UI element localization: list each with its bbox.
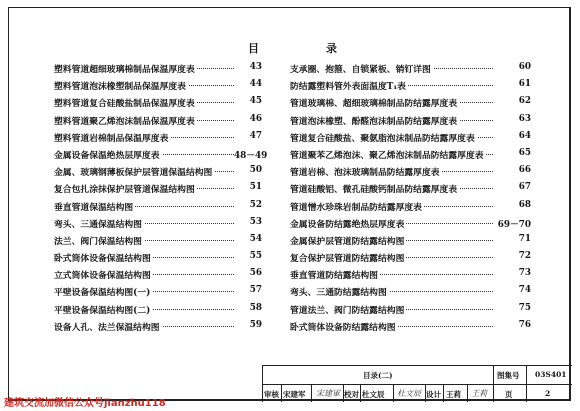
toc-entry [54, 266, 262, 283]
toc-entry-title: 复合包扎涂抹保护层管道保温结构图 [54, 182, 197, 195]
toc-entry [290, 283, 531, 300]
toc-entry-title: 金属设备防结露绝热层厚度表 [290, 217, 406, 230]
atlas-number: 03S401 [535, 370, 567, 379]
toc-entry-title: 立式筒体设备保温结构图 [54, 268, 153, 281]
page-label: 页 [505, 390, 513, 399]
toc-entry-page: 56 [249, 268, 262, 279]
toc-entry-page: 66 [518, 165, 531, 176]
toc-entry-title: 塑料管道泡沫橡塑制品保温厚度表 [54, 79, 188, 92]
toc-heading-right: 录 [326, 42, 339, 55]
toc-entry-title: 塑料管道岩棉制品保温厚度表 [54, 131, 170, 144]
toc-entry-page: 61 [518, 79, 531, 90]
toc-entry [290, 198, 531, 215]
toc-entry-title: 支承圈、抱箍、自锁紧板、销钉详图 [290, 62, 433, 75]
toc-entry [290, 232, 531, 249]
toc-entry [290, 94, 531, 111]
toc-entry-page: 64 [518, 130, 531, 141]
toc-entry [290, 60, 531, 77]
toc-entry-title: 金属、玻璃钢薄板保护层管道保温结构图 [54, 165, 214, 178]
toc-entry-page: 53 [249, 216, 262, 227]
toc-entry-title: 管道憎水珍珠岩制品防结露厚度表 [290, 200, 424, 213]
toc-entry-title: 法兰、阀门保温结构图 [54, 234, 144, 247]
toc-entry-title: 平壁设备保温结构图(二) [54, 303, 152, 316]
toc-entry [290, 146, 531, 163]
toc-entry-title: 管道泡沫橡塑、酚醛泡沫制品防结露厚度表 [290, 114, 459, 127]
toc-entry-title: 管道复合硅酸盐、聚氨脂泡沫制品防结露厚度表 [290, 131, 477, 144]
toc-entry-page: 47 [249, 130, 262, 141]
toc-entry-title: 设备人孔、法兰保温结构图 [54, 320, 162, 333]
toc-entry [54, 232, 262, 249]
toc-entry [54, 163, 262, 180]
toc-entry [54, 249, 262, 266]
toc-entry-title: 金属保护层管道防结露结构图 [290, 234, 406, 247]
toc-entry-page: 68 [518, 199, 531, 210]
review-label: 审核 [264, 390, 279, 399]
toc-entry-page: 72 [518, 251, 531, 262]
toc-entry-page: 58 [249, 302, 262, 313]
toc-entry-page: 48－49 [234, 150, 268, 161]
toc-entry-page: 62 [518, 96, 531, 107]
toc-entry-title: 卧式筒体设备防结露结构图 [290, 320, 398, 333]
reviewer-name: 宋建军 [283, 390, 306, 399]
checker-signature: 杜文辰 [397, 389, 421, 398]
toc-left-column [54, 60, 268, 335]
toc-entry-page: 59 [249, 319, 262, 330]
toc-entry [54, 198, 262, 215]
toc-entry-page: 63 [518, 113, 531, 124]
toc-entry-title: 管道法兰、阀门防结露结构图 [290, 303, 406, 316]
toc-entry-page: 43 [249, 62, 262, 72]
toc-entry [290, 215, 531, 232]
toc-entry-title: 管道玻璃棉、超细玻璃棉制品防结露厚度表 [290, 96, 459, 109]
watermark-text: 建筑交流加微信公众号jianzhu118 [4, 398, 166, 409]
toc-entry [54, 301, 262, 318]
toc-right-column [290, 60, 531, 335]
toc-entry [54, 146, 268, 163]
toc-entry [290, 77, 531, 94]
toc-heading-left: 目 [248, 42, 261, 55]
toc-entry [54, 112, 262, 129]
toc-entry-page: 57 [249, 285, 262, 296]
toc-entry-page: 54 [249, 233, 262, 244]
toc-entry-page: 50 [249, 165, 262, 176]
toc-entry [54, 215, 262, 232]
toc-entry [54, 180, 262, 197]
toc-entry-page: 71 [518, 233, 531, 244]
toc-entry-title: 平壁设备保温结构图(一) [54, 285, 152, 298]
toc-entry-page: 74 [518, 285, 531, 296]
toc-entry-title: 管道聚苯乙烯泡沫、聚乙烯泡沫制品防结露厚度表 [290, 148, 486, 161]
toc-entry-title: 塑料管道超细玻璃棉制品保温厚度表 [54, 62, 197, 75]
toc-entry-page: 67 [518, 182, 531, 193]
toc-entry-page: 44 [249, 79, 262, 90]
toc-entry-page: 73 [518, 268, 531, 279]
toc-entry-title: 弯头、三通保温结构图 [54, 217, 144, 230]
toc-entry-title: 金属设备保温绝热层厚度表 [54, 148, 162, 161]
toc-entry-title: 塑料管道聚乙烯泡沫制品保温厚度表 [54, 114, 197, 127]
toc-entry [290, 180, 531, 197]
toc-entry-title: 复合保护层管道防结露结构图 [290, 251, 406, 264]
toc-entry [54, 318, 262, 335]
designer-name: 王莉 [446, 390, 461, 399]
toc-entry-title: 管道岩棉、泡沫玻璃制品防结露厚度表 [290, 165, 442, 178]
toc-entry-page: 65 [518, 147, 531, 158]
toc-entry-title: 垂直管道保温结构图 [54, 200, 135, 213]
design-label: 设计 [426, 390, 441, 399]
toc-entry [54, 129, 262, 146]
toc-entry [290, 129, 531, 146]
toc-entry [290, 163, 531, 180]
toc-entry [54, 77, 262, 94]
toc-entry-title: 卧式筒体设备保温结构图 [54, 251, 153, 264]
check-label: 校对 [344, 390, 359, 399]
toc-entry-title: 弯头、三通防结露结构图 [290, 285, 389, 298]
page-number: 2 [545, 389, 551, 398]
toc-entry-title: 防结露塑料管外表面温度T₁表 [290, 79, 408, 92]
toc-entry-page: 51 [249, 182, 262, 193]
toc-entry-page: 75 [518, 302, 531, 313]
toc-entry-title: 管道硅酸铝、微孔硅酸钙制品防结露厚度表 [290, 182, 459, 195]
toc-entry-page: 45 [249, 96, 262, 107]
drawing-title: 目录(二) [363, 371, 393, 380]
title-block [262, 365, 572, 402]
toc-entry [290, 301, 531, 318]
toc-entry [290, 112, 531, 129]
toc-entry [54, 283, 262, 300]
toc-entry-page: 69－70 [497, 219, 531, 230]
checker-name: 杜文辰 [362, 390, 385, 399]
toc-entry-page: 55 [249, 251, 262, 262]
toc-entry [290, 266, 531, 283]
toc-entry-page: 46 [249, 113, 262, 124]
toc-entry [54, 60, 262, 77]
toc-entry-title: 塑料管道复合硅酸盐制品保温厚度表 [54, 96, 197, 109]
designer-signature: 王莉 [471, 389, 487, 398]
atlas-label: 图集号 [497, 371, 520, 380]
toc-entry-page: 60 [518, 62, 531, 72]
toc-entry [290, 249, 531, 266]
toc-entry [54, 94, 262, 111]
toc-entry-title: 垂直管道防结露结构图 [290, 268, 380, 281]
toc-entry-page: 76 [518, 319, 531, 330]
toc-entry [290, 318, 531, 335]
toc-entry-page: 52 [249, 199, 262, 210]
reviewer-signature: 宋建軍 [316, 389, 340, 398]
